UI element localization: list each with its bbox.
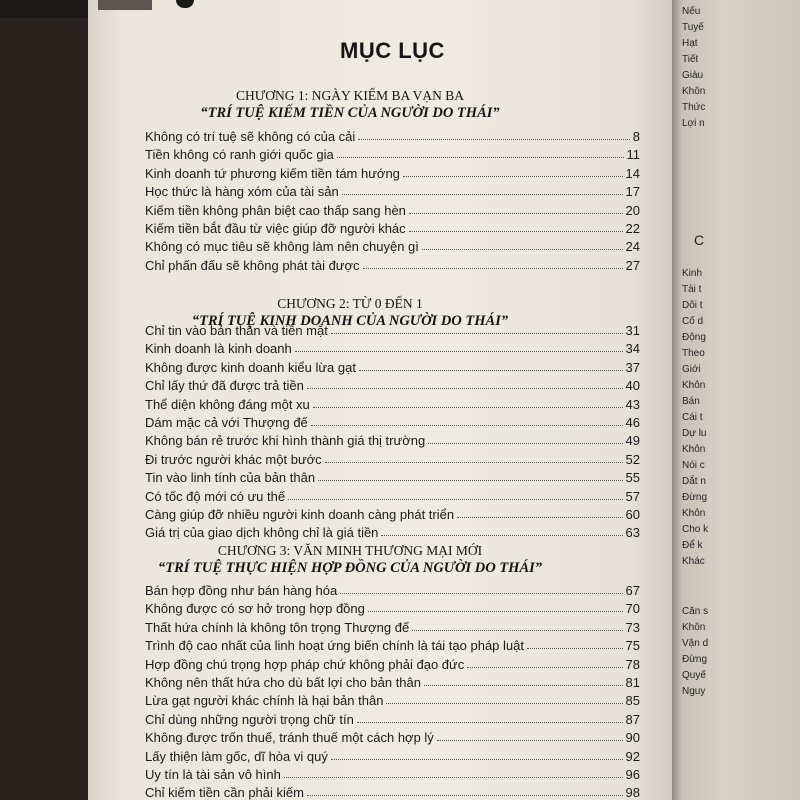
adjacent-page-fragment: Khôn [682, 508, 706, 519]
adjacent-page-fragment: Khôn [682, 444, 706, 455]
toc-entry-page: 75 [625, 638, 640, 654]
toc-entry-title: Chỉ phấn đấu sẽ không phát tài được [145, 257, 360, 273]
page-tab [98, 0, 152, 10]
toc-entry-title: Học thức là hàng xóm của tài sản [145, 184, 339, 200]
adjacent-page-fragment: Kinh [682, 268, 703, 279]
adjacent-page-fragment: Khôn [682, 622, 706, 633]
toc-entry [145, 654, 640, 672]
toc-entry [145, 430, 640, 448]
adjacent-page-fragment: Dõi t [682, 300, 703, 311]
toc-entry [145, 236, 640, 254]
dot-leader [422, 249, 623, 250]
toc-entry [145, 181, 640, 199]
dot-leader [359, 370, 623, 371]
dot-leader [457, 517, 622, 518]
toc-entry-title: Chỉ kiếm tiền cần phải kiếm [145, 785, 304, 800]
toc-entry-page: 11 [626, 147, 640, 163]
dot-leader [424, 685, 623, 686]
dot-leader [284, 777, 623, 778]
dot-leader [307, 795, 623, 796]
adjacent-page-fragment: Tài t [682, 284, 702, 295]
toc-entry-title: Kinh doanh tứ phương kiếm tiền tám hướng [145, 165, 400, 181]
toc-entry [145, 200, 640, 218]
toc-entry-title: Không được kinh doanh kiểu lừa gạt [145, 359, 356, 375]
toc-title: MỤC LỤC [340, 38, 445, 63]
adjacent-page-fragment: Hạt [682, 38, 698, 49]
adjacent-page-fragment: Căn s [682, 606, 709, 617]
toc-entry-page: 24 [625, 239, 640, 255]
toc-entry [145, 255, 640, 273]
toc-entry-page: 22 [625, 221, 640, 236]
toc-entry-page: 60 [625, 507, 640, 522]
dot-leader [331, 333, 623, 334]
toc-entry-title: Càng giúp đỡ nhiều người kinh doanh càng phát triển [145, 507, 455, 522]
toc-entry-page: 67 [625, 583, 640, 598]
toc-entry-page: 78 [625, 656, 640, 672]
toc-entry-page: 27 [625, 257, 640, 273]
adjacent-page-fragment: Tiết [682, 54, 699, 65]
adjacent-page-fragment: Vận d [682, 638, 709, 649]
dot-leader [318, 480, 622, 481]
dot-leader [386, 703, 622, 704]
toc-entry-title: Tiền không có ranh giới quốc gia [145, 147, 334, 163]
toc-entry [145, 163, 640, 181]
toc-entry [145, 690, 640, 708]
toc-entry-page: 43 [625, 396, 640, 412]
adjacent-page-fragment: Giới [682, 364, 701, 375]
toc-entry-title: Uy tín là tài sản vô hình [145, 767, 281, 782]
toc-entry [145, 218, 640, 236]
toc-entry [145, 486, 640, 504]
dot-leader [363, 268, 623, 269]
toc-entry-page: 85 [625, 693, 640, 709]
toc-entry [145, 580, 640, 598]
adjacent-page-fragment: Bán [682, 396, 700, 407]
toc-entry-title: Không có trí tuệ sẽ không có của cải [145, 129, 356, 144]
toc-entry-title: Có tốc độ mới có ưu thế [145, 488, 286, 504]
adjacent-page-fragment: Nói c [682, 460, 705, 471]
toc-entry-page: 20 [625, 202, 640, 218]
toc-entry [145, 782, 640, 800]
toc-entry-title: Chỉ lấy thứ đã được trả tiền [145, 378, 304, 394]
dot-leader [295, 351, 623, 352]
toc-entry [145, 617, 640, 635]
toc-entry-page: 87 [625, 711, 640, 727]
toc-entry-title: Không được trốn thuế, tránh thuế một cách hợp lý [145, 730, 434, 746]
dot-leader [527, 648, 623, 649]
toc-entry-title: Không bán rẻ trước khi hình thành giá thị trường [145, 433, 426, 449]
toc-entry-title: Tin vào linh tính của bản thân [145, 470, 316, 486]
toc-entry-page: 49 [625, 433, 640, 449]
chapter-subtitle: “TRÍ TUỆ KIẾM TIỀN CỦA NGƯỜI DO THÁI” [200, 105, 500, 121]
chapter-subtitle: “TRÍ TUỆ THỰC HIỆN HỢP ĐỒNG CỦA NGƯỜI DO THÁI” [157, 560, 543, 576]
toc-entry [145, 144, 640, 162]
toc-entry-page: 55 [625, 470, 640, 486]
dot-leader [358, 139, 629, 140]
toc-entry-page: 92 [625, 748, 640, 764]
adjacent-page-fragment: Khôn [682, 380, 706, 391]
adjacent-page-fragment: Khôn [682, 86, 706, 97]
chapter-heading: CHƯƠNG 3: VĂN MINH THƯƠNG MẠI MỚI [217, 543, 483, 558]
toc-entry [145, 504, 640, 522]
toc-entry-title: Không nên thất hứa cho dù bất lợi cho bản thân [145, 675, 421, 690]
dot-leader [340, 593, 622, 594]
toc-entry-page: 52 [625, 451, 640, 467]
dot-leader [368, 611, 623, 612]
dot-leader [311, 425, 623, 426]
dot-leader [325, 462, 623, 463]
toc-entry-title: Giá trị của giao dịch không chỉ là giá tiền [145, 525, 379, 541]
adjacent-page-fragment: Để k [682, 540, 703, 551]
dot-leader [307, 388, 623, 389]
dot-leader [313, 407, 623, 408]
adjacent-page-fragment: Khác [682, 556, 705, 567]
toc-entry-title: Chỉ dùng những người trọng chữ tín [145, 711, 354, 727]
adjacent-page-fragment: Cố d [682, 316, 704, 327]
adjacent-page-fragment: Giàu [682, 70, 704, 81]
toc-entry [145, 746, 640, 764]
dot-leader [331, 759, 623, 760]
toc-entry [145, 394, 640, 412]
toc-entry [145, 126, 640, 144]
toc-entry [145, 522, 640, 540]
toc-entry-page: 90 [625, 730, 640, 746]
toc-entry-title: Kiếm tiền bắt đầu từ việc giúp đỡ người khác [145, 221, 406, 236]
toc-entry [145, 727, 640, 745]
toc-entry-title: Không được có sơ hở trong hợp đồng [145, 601, 365, 617]
toc-entry-page: 31 [625, 323, 640, 338]
dot-leader [467, 667, 622, 668]
adjacent-page-fragment: Cho k [682, 524, 709, 535]
adjacent-page-fragment: Dắt n [682, 476, 706, 487]
toc-entry-page: 81 [625, 675, 640, 690]
toc-entry-page: 96 [625, 767, 640, 782]
toc-entry-title: Kinh doanh là kinh doanh [145, 341, 292, 357]
dot-leader [342, 194, 623, 195]
dot-leader [337, 157, 624, 158]
toc-entry-title: Trình độ cao nhất của linh hoạt ứng biến chính là tái tạo pháp luật [145, 638, 524, 654]
toc-entry-title: Thất hứa chính là không tôn trọng Thượng đế [145, 619, 410, 635]
dot-leader [409, 231, 623, 232]
toc-entry-title: Lừa gạt người khác chính là hại bản thân [145, 693, 384, 709]
toc-entry-page: 63 [625, 525, 640, 541]
adjacent-page-fragment: Lợi n [682, 118, 705, 129]
toc-entry [145, 764, 640, 782]
adjacent-page-fragment: Theo [682, 348, 705, 359]
toc-entry-title: Lấy thiện làm gốc, dĩ hòa vi quý [145, 748, 328, 764]
dot-leader [357, 722, 623, 723]
dot-leader [381, 535, 622, 536]
toc-entry-page: 8 [632, 129, 640, 144]
toc-entry-title: Hợp đồng chú trọng hợp pháp chứ không phải đạo đức [145, 656, 465, 672]
chapter-subtitle: “TRÍ TUỆ KINH DOANH CỦA NGƯỜI DO THÁI” [191, 313, 509, 329]
toc-entry [145, 598, 640, 616]
toc-entry [145, 709, 640, 727]
adjacent-page-fragment: Nếu [682, 6, 701, 17]
toc-entry-page: 70 [625, 601, 640, 617]
toc-entry-page: 17 [625, 184, 640, 200]
toc-entry-title: Không có mục tiêu sẽ không làm nên chuyện gì [145, 239, 419, 255]
toc-entry [145, 357, 640, 375]
toc-entry [145, 635, 640, 653]
toc-entry-page: 98 [625, 785, 640, 800]
toc-entry [145, 375, 640, 393]
toc-entry-page: 37 [625, 359, 640, 375]
toc-entry-title: Chỉ tin vào bản thân và tiền mặt [145, 323, 328, 338]
chapter-heading: CHƯƠNG 2: TỪ 0 ĐẾN 1 [277, 296, 423, 311]
toc-entry-page: 14 [625, 165, 640, 181]
toc-entry-page: 34 [625, 341, 640, 357]
toc-entry [145, 320, 640, 338]
adjacent-page-fragment: Đừng [682, 492, 708, 503]
toc-entry-page: 40 [625, 378, 640, 394]
adjacent-page-fragment: Đừng [682, 654, 708, 665]
toc-entry [145, 467, 640, 485]
toc-entry-title: Bán hợp đồng như bán hàng hóa [145, 583, 338, 598]
chapter-heading: CHƯƠNG 1: NGÀY KIẾM BA VẠN BA [236, 88, 464, 103]
dot-leader [409, 213, 623, 214]
dot-leader [437, 740, 623, 741]
dot-leader [288, 499, 622, 500]
adjacent-page-fragment: Nguy [682, 686, 706, 697]
toc-entry-title: Thể diện không đáng một xu [145, 396, 310, 412]
adjacent-page-fragment: Quyế [682, 670, 706, 681]
toc-entry [145, 412, 640, 430]
dot-leader [403, 176, 623, 177]
adjacent-page-fragment: Động [682, 332, 706, 343]
adjacent-page-fragment: Cái t [682, 412, 703, 423]
dot-leader [428, 443, 622, 444]
toc-entry-page: 46 [625, 415, 640, 430]
adjacent-page-fragment: Tuyế [682, 22, 704, 33]
toc-entry [145, 672, 640, 690]
toc-entry [145, 449, 640, 467]
toc-entry-title: Kiếm tiền không phân biệt cao thấp sang hèn [145, 202, 406, 218]
dot-leader [412, 630, 622, 631]
adjacent-page-fragment: Dự lu [682, 428, 707, 439]
toc-entry [145, 338, 640, 356]
toc-entry-title: Đi trước người khác một bước [145, 451, 322, 467]
adjacent-page-fragment: C [694, 232, 705, 248]
toc-entry-page: 57 [625, 488, 640, 504]
adjacent-page-fragment: Thức [682, 102, 706, 113]
toc-entry-title: Dám mặc cả với Thượng đế [145, 415, 308, 430]
toc-entry-page: 73 [625, 619, 640, 635]
